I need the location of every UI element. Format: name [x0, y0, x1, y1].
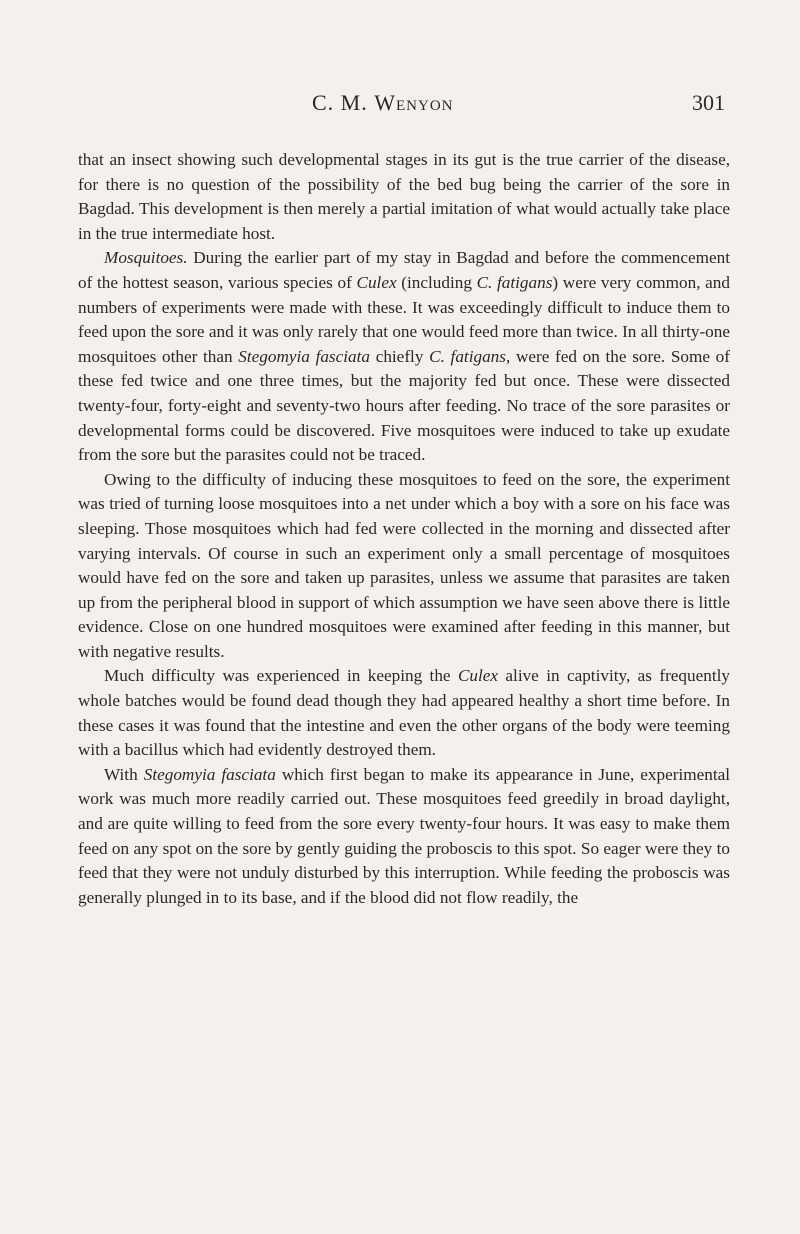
paragraph-mosquitoes [78, 246, 730, 467]
paragraph-captivity [78, 664, 730, 762]
running-title [312, 90, 454, 116]
italic-term: Stegomyia fasciata [143, 764, 276, 784]
text-run: alive in captivity, as frequently whole batches would be found dead though they had appeared healthy a short time before. In these cases it was found that the intestine and even the other organs of the body were teeming with a bacillus which had evidently destroyed them. [78, 666, 730, 760]
body-text [78, 148, 730, 910]
paragraph-stegomyia [78, 763, 730, 911]
paragraph-net-experiment [78, 468, 730, 665]
paragraph-insect-carrier [78, 148, 730, 246]
text-run: Much difficulty was experienced in keeping the [104, 666, 458, 686]
italic-term: Mosquitoes. [104, 248, 188, 268]
author-name: Wenyon [374, 90, 454, 115]
text-run: ) were very common, and numbers of experiments were made with these. It was exceedingly difficult to induce them to feed upon the sore and it was only rarely that one would feed more than twice. In all thirty-one mosquitoes other than [78, 272, 730, 366]
text-run: Owing to the difficulty of inducing these mosquitoes to feed on the sore, the experiment was tried of turning loose mosquitoes into a net under which a boy with a sore on his face was sleeping. Those mosquitoes which had fed were collected in the morning and dissected after varying intervals. Of course in such an experiment only a small percentage of mosquitoes would have fed on the sore and taken up parasites, unless we assume that parasites are taken up from the peripheral blood in support of which assumption we have seen above there is little evidence. Close on one hundred mosquitoes were examined after feeding in this manner, but with negative results. [78, 469, 730, 661]
page-number: 301 [692, 90, 725, 115]
text-run: , were fed on the sore. Some of these fed twice and one three times, but the majority fed but once. These were dissected twenty-four, forty-eight and seventy-two hours after feeding. No trace of the sore parasites or developmental forms could be discovered. Five mosquitoes were induced to take up exudate from the sore but the parasites could not be traced. [78, 346, 730, 465]
text-run: With [104, 764, 144, 784]
italic-term: Culex [356, 272, 397, 292]
italic-term: C. fatigans [429, 346, 506, 366]
text-run: During the earlier part of my stay in Bagdad and before the commencement of the hottest season, various species of [78, 248, 730, 292]
text-run: (including [396, 272, 477, 292]
author-initial: C. M. [312, 90, 368, 115]
running-head [0, 90, 800, 120]
italic-term: Culex [457, 666, 499, 686]
text-run: which first began to make its appearance in June, experimental work was much more readily carried out. These mosquitoes feed greedily in broad daylight, and are quite willing to feed from the sore every twenty-four hours. It was easy to make them feed on any spot on the sore by gently guiding the proboscis to this spot. So eager were they to feed that they were not unduly disturbed by this interruption. While feeding the proboscis was generally plunged in to its base, and if the blood did not flow readily, the [78, 764, 730, 907]
text-run: that an insect showing such developmental stages in its gut is the true carrier of the disease, for there is no question of the possibility of the bed bug being the carrier of the sore in Bagdad. This development is then merely a partial imitation of what would actually take place in the true intermediate host. [78, 150, 730, 243]
italic-term: C. fatigans [476, 272, 553, 292]
italic-term: Stegomyia fasciata [238, 346, 370, 366]
text-run: chiefly [370, 346, 430, 366]
